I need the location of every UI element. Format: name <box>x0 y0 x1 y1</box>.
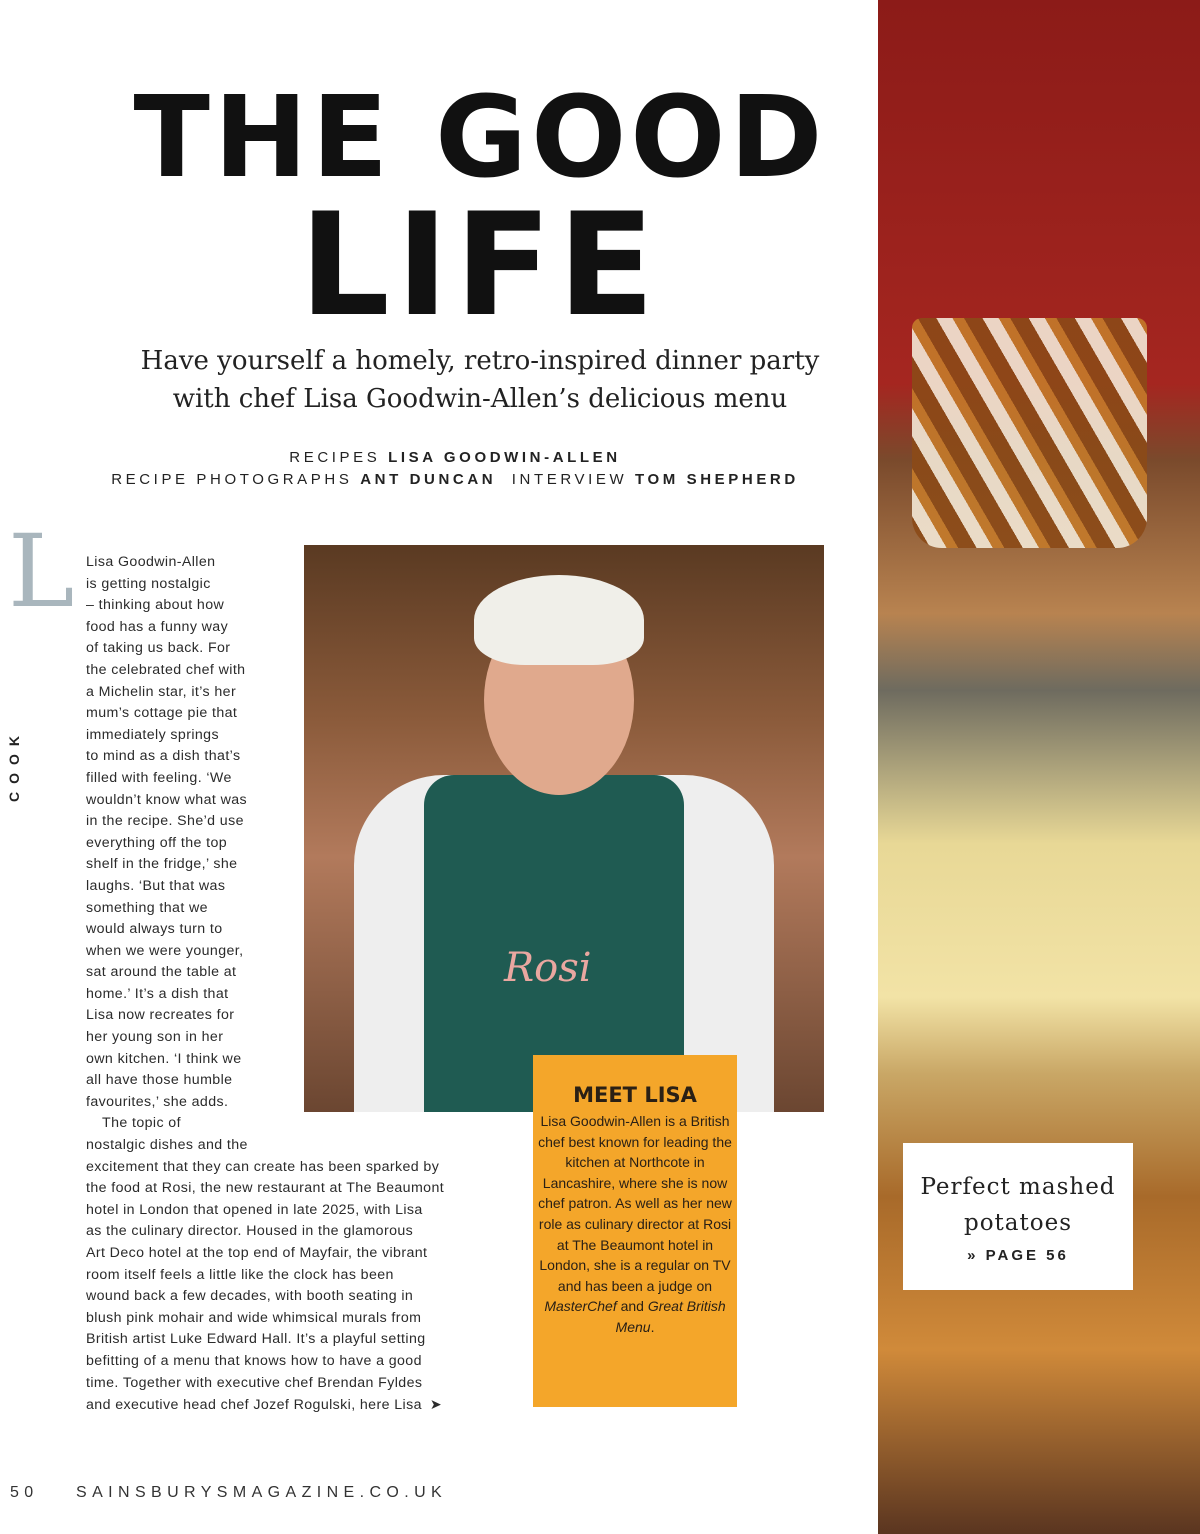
body-line: wouldn’t know what was <box>86 791 247 808</box>
headline-line-2: LIFE <box>299 183 661 348</box>
body-line: The topic of <box>102 1115 181 1132</box>
credits-recipes <box>0 447 910 469</box>
body-line: shelf in the fridge,’ she <box>86 856 238 873</box>
body-line: in the recipe. She’d use <box>86 813 244 830</box>
body-line: her young son in her <box>86 1029 224 1046</box>
glass-image <box>912 318 1147 548</box>
body-line: sat around the table at <box>86 964 237 981</box>
body-line: everything off the top <box>86 834 228 851</box>
body-line: and executive head chef Jozef Rogulski, here Lisa <box>86 1397 422 1414</box>
body-line: food has a funny way <box>86 618 229 635</box>
body-line: the food at Rosi, the new restaurant at The Beaumont <box>86 1180 445 1197</box>
body-line: Lisa now recreates for <box>86 1007 235 1024</box>
body-line: as the culinary director. Housed in the glamorous <box>86 1223 414 1240</box>
body-line: would always turn to <box>86 921 223 938</box>
continue-arrow-icon: ➤ <box>429 1396 443 1413</box>
credit-label: RECIPES <box>289 449 381 466</box>
body-line: something that we <box>86 899 208 916</box>
body-line: Lisa Goodwin-Allen <box>86 554 216 570</box>
credit-name: LISA GOODWIN-ALLEN <box>388 449 621 466</box>
caption-line-2: potatoes <box>963 1210 1073 1236</box>
standfirst-line-2: with chef Lisa Goodwin-Allen’s delicious menu <box>172 384 788 414</box>
body-line: the celebrated chef with <box>86 661 246 678</box>
body-line: nostalgic dishes and the <box>86 1137 248 1154</box>
body-line: home.’ It’s a dish that <box>86 985 229 1002</box>
mashed-potatoes-photo <box>878 0 1200 1534</box>
body-line: befitting of a menu that knows how to have a good <box>86 1352 422 1369</box>
body-line: Art Deco hotel at the top end of Mayfair, the vibrant <box>86 1245 428 1261</box>
meet-text: Lisa Goodwin-Allen is a British chef best known for leading the kitchen at Northcote in Lancashire, where she is now chef patron. As well as her new role as culinary director at Rosi at The Beaumont hotel in London, she is a regular on TV and has been a judge on MasterChef and Great British Menu. <box>538 1113 732 1335</box>
body-line: wound back a few decades, with booth seating in <box>86 1288 414 1305</box>
standfirst-line-1: Have yourself a homely, retro-inspired dinner party <box>140 346 820 376</box>
body-line: blush pink mohair and wide whimsical murals from <box>86 1309 422 1326</box>
caption-line-1: Perfect mashed <box>920 1174 1116 1200</box>
drop-cap: L <box>8 513 75 630</box>
website-url[interactable]: SAINSBURYSMAGAZINE.CO.UK <box>76 1484 448 1501</box>
standfirst <box>0 342 960 418</box>
body-line: time. Together with executive chef Brendan Fyldes <box>86 1374 423 1391</box>
credit-name: ANT DUNCAN <box>360 471 497 488</box>
body-line: own kitchen. ‘I think we <box>86 1050 242 1067</box>
headline-line-1: THE GOOD <box>133 73 827 203</box>
apron-logo: Rosi <box>504 945 592 991</box>
body-line: of taking us back. For <box>86 640 231 657</box>
meet-heading: MEET LISA <box>573 1083 697 1107</box>
body-line: all have those humble <box>86 1072 233 1089</box>
credit-label: INTERVIEW <box>511 471 628 488</box>
body-line: – thinking about how <box>86 597 225 614</box>
body-line: favourites,’ she adds. <box>86 1093 229 1110</box>
meet-lisa-box <box>533 1055 737 1407</box>
chef-photo <box>304 545 824 1112</box>
body-line: laughs. ‘But that was <box>86 877 226 894</box>
body-line: mum’s cottage pie that <box>86 705 238 722</box>
section-label: COOK <box>6 728 22 802</box>
body-line: is getting nostalgic <box>86 575 211 592</box>
body-line: hotel in London that opened in late 2025, with Lisa <box>86 1201 423 1218</box>
credit-label: RECIPE PHOTOGRAPHS <box>111 471 353 488</box>
recipe-caption[interactable] <box>903 1143 1133 1290</box>
body-line: British artist Luke Edward Hall. It’s a playful setting <box>86 1331 426 1348</box>
body-line: room itself feels a little like the clock has been <box>86 1266 394 1283</box>
body-line: immediately springs <box>86 726 219 743</box>
body-line: to mind as a dish that’s <box>86 748 241 765</box>
body-line: excitement that they can create has been sparked by <box>86 1158 440 1175</box>
body-line: when we were younger, <box>86 942 244 959</box>
page-reference[interactable]: » PAGE 56 <box>967 1247 1069 1264</box>
body-line: a Michelin star, it’s her <box>86 683 237 700</box>
page-number: 50 <box>10 1484 39 1501</box>
body-line: filled with feeling. ‘We <box>86 769 232 786</box>
credit-name: TOM SHEPHERD <box>635 471 799 488</box>
credits-photos-interview <box>0 469 910 491</box>
